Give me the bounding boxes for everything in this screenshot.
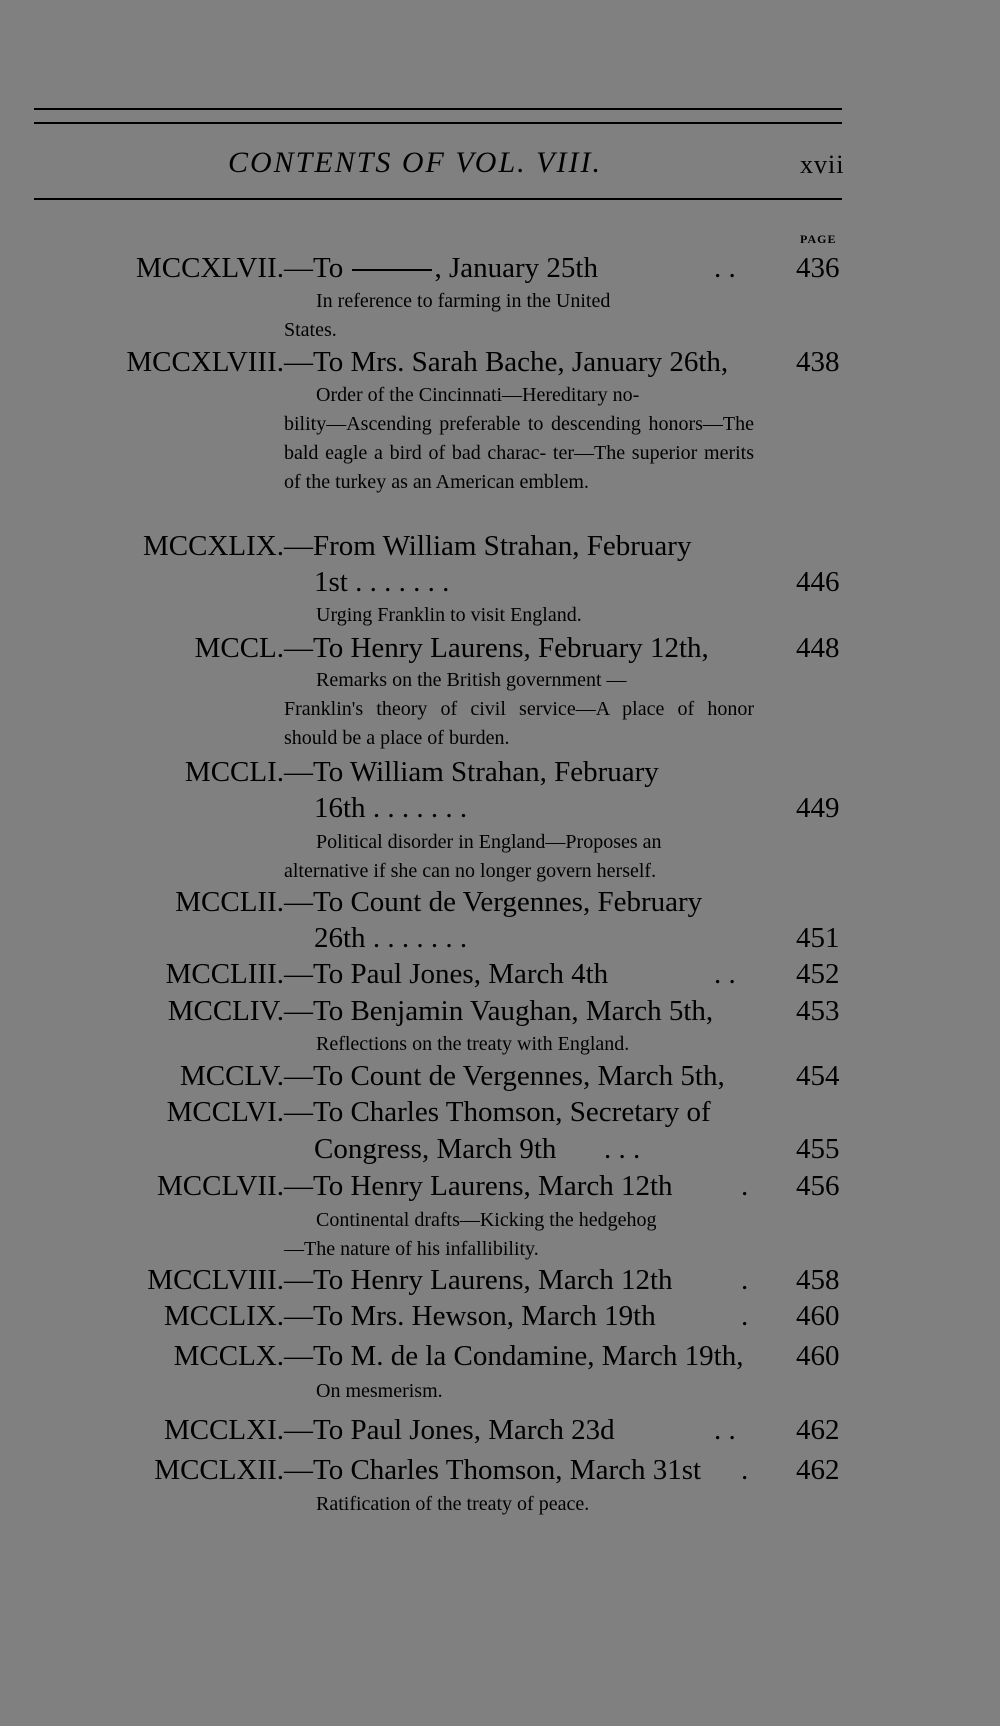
letter-number: MCCLI. [184, 756, 284, 788]
letter-number: MCCLVI. [166, 1096, 284, 1128]
letter-number: MCCXLVII. [136, 252, 284, 284]
letter-number: MCCLII. [175, 886, 284, 918]
page-number: 462 [796, 1414, 840, 1446]
page-number: 456 [796, 1170, 840, 1202]
letter-number: MCCLV. [180, 1060, 284, 1092]
letter-title-continuation: 1st . . . . . . . [314, 566, 450, 598]
page-number: 436 [796, 252, 840, 284]
letter-number: MCCLXII. [154, 1454, 284, 1486]
letter-title: —To Paul Jones, March 23d . . [284, 1414, 736, 1446]
page-number: 449 [796, 792, 840, 824]
page-number: 458 [796, 1264, 840, 1296]
omitted-name-blank [352, 269, 432, 271]
header-bottom-rule [34, 198, 842, 200]
page-number: 452 [796, 958, 840, 990]
leader-dots: . [741, 1264, 749, 1296]
letter-number: MCCLXI. [163, 1414, 284, 1446]
entry-description: Political disorder in England—Proposes an alternative if she can no longer govern herself. [284, 831, 662, 882]
page-number: 451 [796, 922, 840, 954]
page-number: 462 [796, 1454, 840, 1486]
page-number: 454 [796, 1060, 840, 1092]
page-number: 438 [796, 346, 840, 378]
leader-dots: . [741, 1170, 749, 1202]
leader-dots: . . . . . . . [372, 792, 468, 824]
leader-dots: . . [714, 252, 736, 284]
leader-dots: . . [714, 1414, 736, 1446]
entry-description: Remarks on the British government — Franklin's theory of civil service—A place of honor should be a place of burden. [284, 669, 754, 749]
letter-number: MCCXLVIII. [126, 346, 284, 378]
running-head-title: CONTENTS OF VOL. VIII. [228, 146, 602, 179]
top-rule-2 [34, 122, 842, 124]
entry-description: In reference to farming in the United States. [284, 290, 611, 341]
leader-dots: . [741, 1300, 749, 1332]
leader-dots: . . . . . . . [372, 922, 468, 954]
leader-dots: . [741, 1454, 749, 1486]
page-number: 460 [796, 1300, 840, 1332]
letter-title: —To Henry Laurens, March 12th . [284, 1170, 749, 1202]
page-number: 448 [796, 632, 840, 664]
letter-title-continuation: 16th . . . . . . . [314, 792, 468, 824]
letter-title: —To Mrs. Sarah Bache, January 26th, [284, 346, 729, 378]
entry-description: Reflections on the treaty with England. [316, 1033, 630, 1055]
page-number: 455 [796, 1133, 840, 1165]
page-number: 453 [796, 995, 840, 1027]
letter-number: MCCL. [194, 632, 284, 664]
page-number: 446 [796, 566, 840, 598]
letter-number: MCCLIII. [165, 958, 284, 990]
letter-title: —From William Strahan, February [284, 530, 692, 562]
entry-description: Continental drafts—Kicking the hedgehog —The nature of his infallibility. [284, 1209, 657, 1260]
letter-title: —To Count de Vergennes, February [284, 886, 703, 918]
letter-number: MCCLVII. [156, 1170, 284, 1202]
running-head-page-number: xvii [800, 150, 845, 179]
letter-title-continuation: 26th . . . . . . . [314, 922, 468, 954]
letter-number: MCCLIV. [167, 995, 284, 1027]
letter-title: —To Charles Thomson, Secretary of [284, 1096, 711, 1128]
leader-dots: . . . [604, 1133, 641, 1165]
top-rule-1 [34, 108, 842, 110]
leader-dots: . . [714, 958, 736, 990]
entry-description: Ratification of the treaty of peace. [316, 1493, 590, 1515]
letter-title: —To M. de la Condamine, March 19th, [284, 1340, 744, 1372]
letter-number: MCCXLIX. [143, 530, 284, 562]
entry-description: Order of the Cincinnati—Hereditary no- bility—Ascending preferable to descending honors—The bald eagle a bird of bad charac- ter—The superior merits of the turkey as an American emblem. [284, 384, 754, 493]
letter-title-continuation: Congress, March 9th . . . [314, 1133, 641, 1165]
leader-dots: . . . . . . . [355, 566, 450, 598]
letter-title: —To Henry Laurens, March 12th . [284, 1264, 749, 1296]
letter-title: —To Count de Vergennes, March 5th, [284, 1060, 725, 1092]
entry-description: On mesmerism. [316, 1380, 443, 1402]
letter-title: —To Mrs. Hewson, March 19th . [284, 1300, 749, 1332]
letter-title: —To Paul Jones, March 4th . . [284, 958, 736, 990]
letter-title: —To William Strahan, February [284, 756, 659, 788]
letter-number: MCCLX. [173, 1340, 284, 1372]
page-column-label: PAGE [800, 232, 837, 246]
entry-description: Urging Franklin to visit England. [316, 604, 582, 626]
letter-number: MCCLVIII. [147, 1264, 284, 1296]
letter-number: MCCLIX. [163, 1300, 284, 1332]
letter-title: —To Henry Laurens, February 12th, [284, 632, 709, 664]
letter-title: —To , January 25th . . [284, 252, 736, 284]
page-number: 460 [796, 1340, 840, 1372]
letter-title: —To Benjamin Vaughan, March 5th, [284, 995, 714, 1027]
letter-title: —To Charles Thomson, March 31st . [284, 1454, 749, 1486]
